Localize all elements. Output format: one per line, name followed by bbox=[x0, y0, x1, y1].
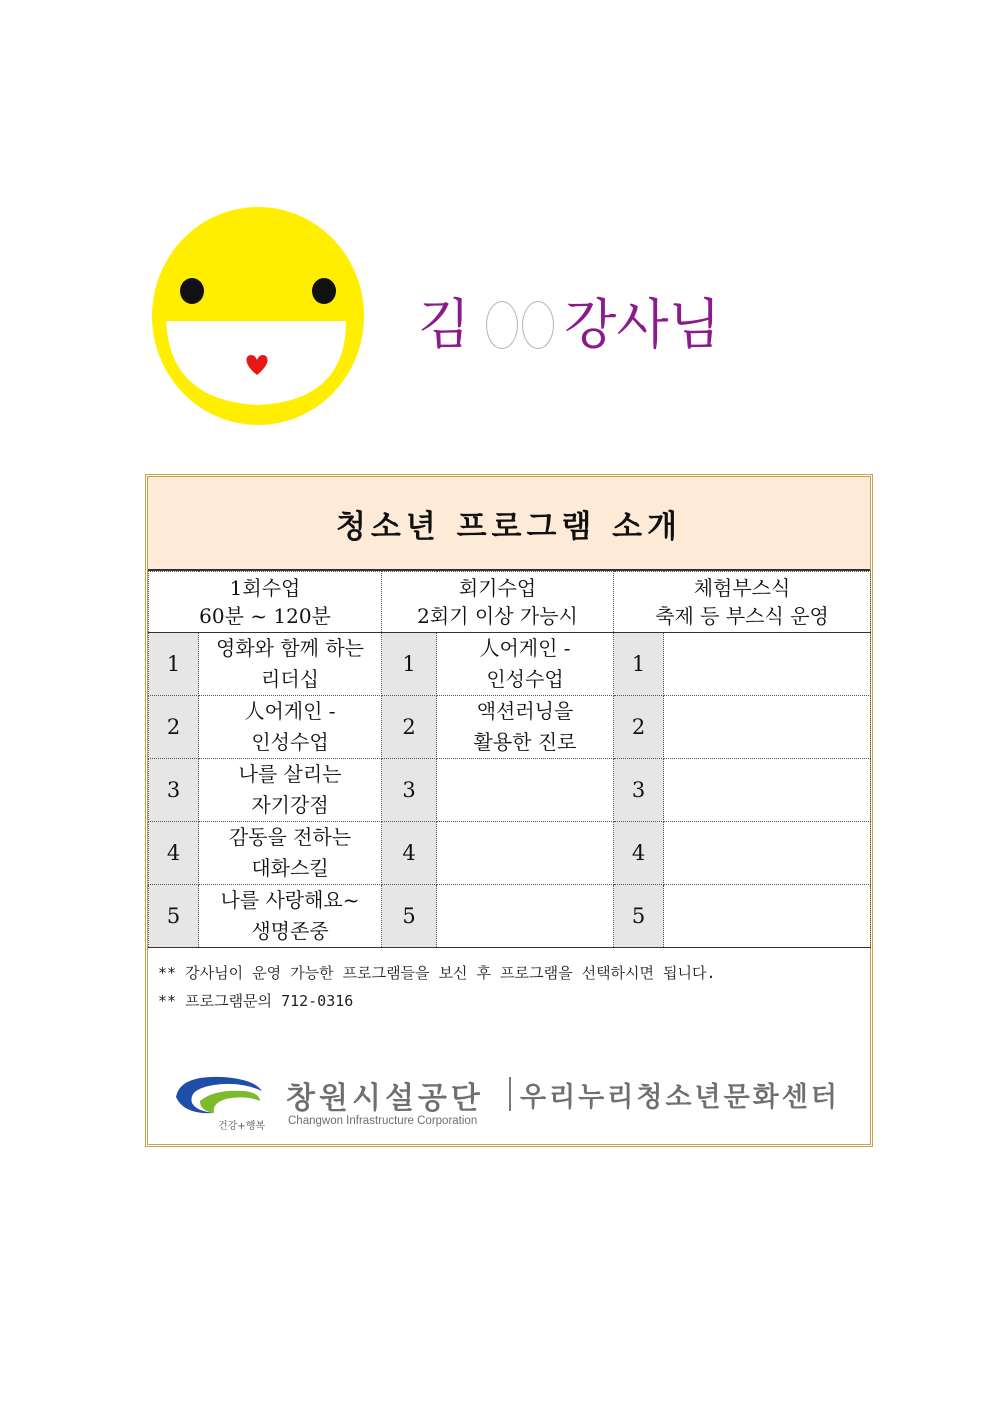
note-line: ** 프로그램문의 712-0316 bbox=[158, 992, 354, 1010]
notes bbox=[158, 959, 716, 1015]
cell-line2: 인성수업 bbox=[486, 667, 564, 691]
table-row bbox=[149, 759, 871, 822]
row-number: 3 bbox=[614, 759, 664, 822]
org-name: 창원시설공단 bbox=[286, 1081, 484, 1116]
column-header-booth bbox=[614, 572, 871, 633]
multi-session-cell bbox=[437, 759, 614, 822]
single-session-cell bbox=[199, 822, 382, 885]
column-header-line2: 축제 등 부스식 운영 bbox=[655, 604, 829, 628]
row-number: 4 bbox=[382, 822, 437, 885]
single-session-cell bbox=[199, 759, 382, 822]
column-header-single-session bbox=[149, 572, 382, 633]
cell-line1: 人어게인 - bbox=[479, 636, 571, 660]
row-number: 5 bbox=[149, 885, 199, 948]
table-row bbox=[149, 633, 871, 696]
cell-line1: 人어게인 - bbox=[244, 699, 336, 723]
booth-cell bbox=[664, 885, 871, 948]
table-row bbox=[149, 885, 871, 948]
column-header-line2: 2회기 이상 가능시 bbox=[417, 604, 578, 628]
single-session-cell bbox=[199, 696, 382, 759]
row-number: 2 bbox=[382, 696, 437, 759]
row-number: 1 bbox=[382, 633, 437, 696]
row-number: 3 bbox=[149, 759, 199, 822]
row-number: 5 bbox=[614, 885, 664, 948]
single-session-cell bbox=[199, 885, 382, 948]
cell-line1: 영화와 함께 하는 bbox=[216, 636, 364, 660]
cell-line2: 대화스킬 bbox=[251, 856, 329, 880]
org-english-name: Changwon Infrastructure Corporation bbox=[288, 1115, 478, 1127]
column-header-line1: 1회수업 bbox=[229, 576, 301, 600]
frame-header bbox=[148, 477, 870, 571]
row-number: 4 bbox=[614, 822, 664, 885]
multi-session-cell bbox=[437, 885, 614, 948]
row-number: 1 bbox=[614, 633, 664, 696]
cell-line2: 자기강점 bbox=[251, 793, 329, 817]
table-row bbox=[149, 696, 871, 759]
booth-cell bbox=[664, 759, 871, 822]
multi-session-cell bbox=[437, 696, 614, 759]
booth-cell bbox=[664, 696, 871, 759]
multi-session-cell bbox=[437, 633, 614, 696]
column-header-multi-session bbox=[382, 572, 614, 633]
multi-session-cell bbox=[437, 822, 614, 885]
cell-line1: 액션러닝을 bbox=[476, 699, 574, 723]
row-number: 1 bbox=[149, 633, 199, 696]
table-header-row bbox=[149, 572, 871, 633]
name-mask-circle-1 bbox=[486, 301, 518, 349]
booth-cell bbox=[664, 633, 871, 696]
table-row bbox=[149, 822, 871, 885]
cell-line1: 나를 살리는 bbox=[238, 762, 342, 786]
title-name-suffix: 강사님 bbox=[564, 293, 721, 356]
title-name-prefix: 김 bbox=[418, 293, 471, 356]
name-mask-circle-2 bbox=[522, 301, 554, 349]
smiley-face-illustration bbox=[150, 205, 366, 427]
cell-line2: 리더십 bbox=[261, 667, 319, 691]
row-number: 4 bbox=[149, 822, 199, 885]
changwon-logo-icon bbox=[170, 1067, 266, 1131]
lecturer-title bbox=[418, 290, 721, 360]
cell-line2: 생명존중 bbox=[251, 919, 329, 943]
program-introduction-frame bbox=[145, 474, 873, 1147]
row-number: 2 bbox=[149, 696, 199, 759]
column-header-line2: 60분 ~ 120분 bbox=[199, 604, 331, 628]
single-session-cell bbox=[199, 633, 382, 696]
cell-line1: 감동을 전하는 bbox=[228, 825, 352, 849]
column-header-line1: 체험부스식 bbox=[693, 576, 791, 600]
cell-line1: 나를 사랑해요~ bbox=[220, 888, 360, 912]
program-table bbox=[148, 571, 871, 948]
org-center-name: 우리누리청소년문화센터 bbox=[520, 1082, 840, 1113]
row-number: 2 bbox=[614, 696, 664, 759]
cell-line2: 활용한 진로 bbox=[473, 730, 577, 754]
program-table-title: 청소년 프로그램 소개 bbox=[335, 508, 683, 545]
note-line: ** 강사님이 운영 가능한 프로그램들을 보신 후 프로그램을 선택하시면 됩니다. bbox=[158, 964, 716, 982]
org-separator bbox=[509, 1077, 511, 1111]
booth-cell bbox=[664, 822, 871, 885]
column-header-line1: 회기수업 bbox=[458, 576, 537, 600]
row-number: 3 bbox=[382, 759, 437, 822]
logo-caption: 건강+행복 bbox=[218, 1121, 266, 1131]
name-mask-circles bbox=[484, 301, 556, 349]
row-number: 5 bbox=[382, 885, 437, 948]
cell-line2: 인성수업 bbox=[251, 730, 329, 754]
